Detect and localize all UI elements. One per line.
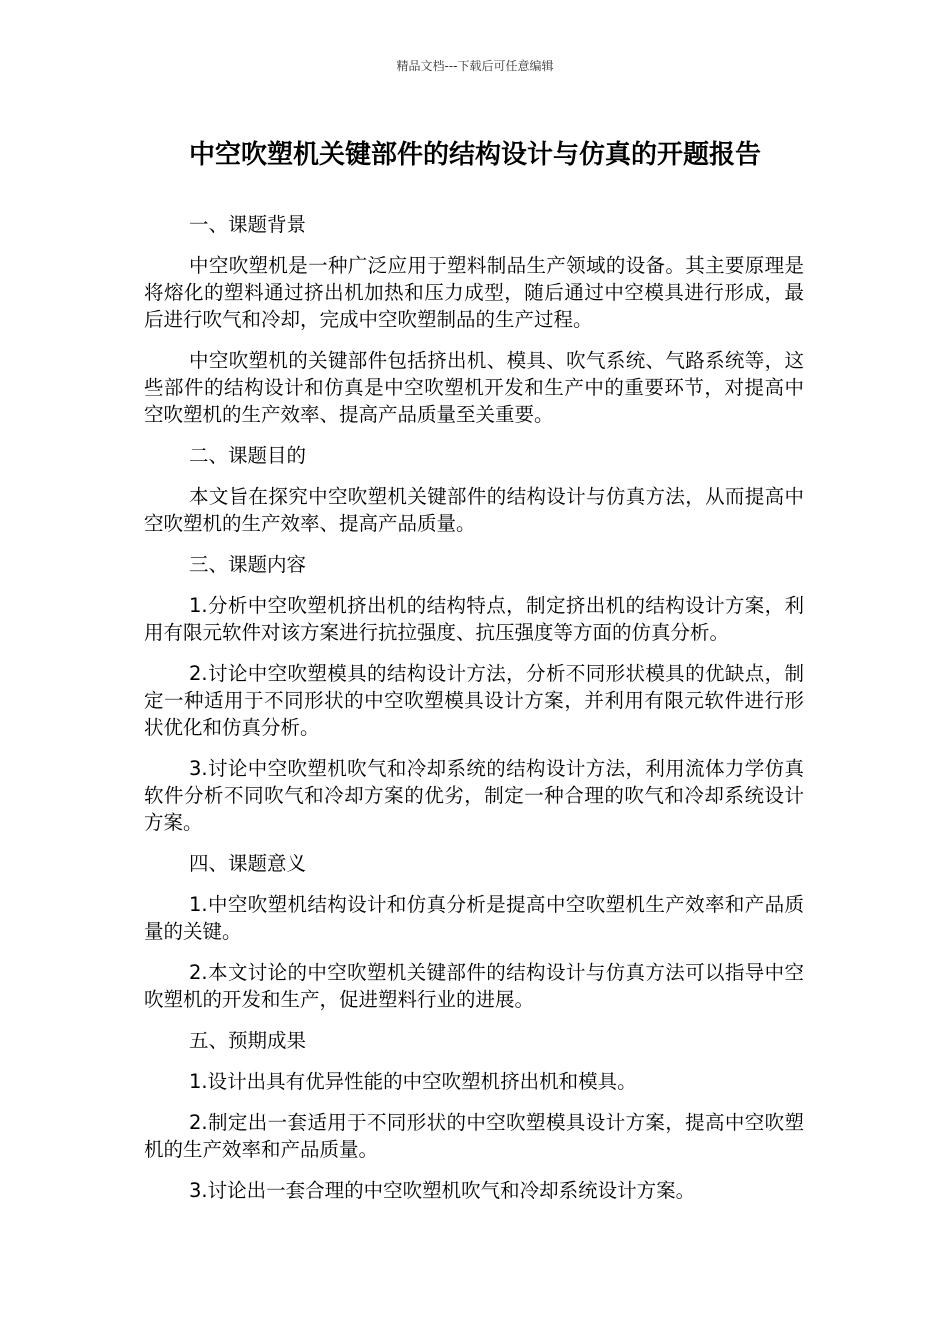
paragraph: 本文旨在探究中空吹塑机关键部件的结构设计与仿真方法，从而提高中空吹塑机的生产效率、提高产品质量。: [144, 485, 804, 535]
section-heading-background: 一、课题背景: [189, 213, 307, 236]
section-heading-purpose: 二、课题目的: [189, 444, 307, 467]
paragraph: 中空吹塑机的关键部件包括挤出机、模具、吹气系统、气路系统等，这些部件的结构设计和仿真是中空吹塑机开发和生产中的重要环节，对提高中空吹塑机的生产效率、提高产品质量至关重要。: [144, 349, 804, 426]
list-item: 1.设计出具有优异性能的中空吹塑机挤出机和模具。: [189, 1070, 637, 1093]
list-item: 2.讨论中空吹塑模具的结构设计方法，分析不同形状模具的优缺点，制定一种适用于不同形状的中空吹塑模具设计方案，并利用有限元软件进行形状优化和仿真分析。: [144, 662, 804, 739]
list-item: 1.分析中空吹塑机挤出机的结构特点，制定挤出机的结构设计方案，利用有限元软件对该方案进行抗拉强度、抗压强度等方面的仿真分析。: [144, 594, 804, 644]
section-heading-content: 三、课题内容: [189, 553, 307, 576]
list-item: 2.本文讨论的中空吹塑机关键部件的结构设计与仿真方法可以指导中空吹塑机的开发和生产，促进塑料行业的进展。: [144, 961, 804, 1011]
list-item: 3.讨论出一套合理的中空吹塑机吹气和冷却系统设计方案。: [189, 1179, 696, 1202]
list-item: 2.制定出一套适用于不同形状的中空吹塑模具设计方案，提高中空吹塑机的生产效率和产品质量。: [144, 1111, 804, 1161]
section-heading-expected-results: 五、预期成果: [189, 1029, 307, 1052]
paragraph: 中空吹塑机是一种广泛应用于塑料制品生产领域的设备。其主要原理是将熔化的塑料通过挤出机加热和压力成型，随后通过中空模具进行形成，最后进行吹气和冷却，完成中空吹塑制品的生产过程。: [144, 254, 804, 331]
document-body: [144, 211, 804, 1218]
section-heading-significance: 四、课题意义: [189, 852, 307, 875]
list-item: 1.中空吹塑机结构设计和仿真分析是提高中空吹塑机生产效率和产品质量的关键。: [144, 893, 804, 943]
list-item: 3.讨论中空吹塑机吹气和冷却系统的结构设计方法，利用流体力学仿真软件分析不同吹气和冷却方案的优劣，制定一种合理的吹气和冷却系统设计方案。: [144, 757, 804, 834]
document-title: 中空吹塑机关键部件的结构设计与仿真的开题报告: [188, 140, 761, 170]
header-note: 精品文档---下载后可任意编辑: [396, 59, 554, 73]
